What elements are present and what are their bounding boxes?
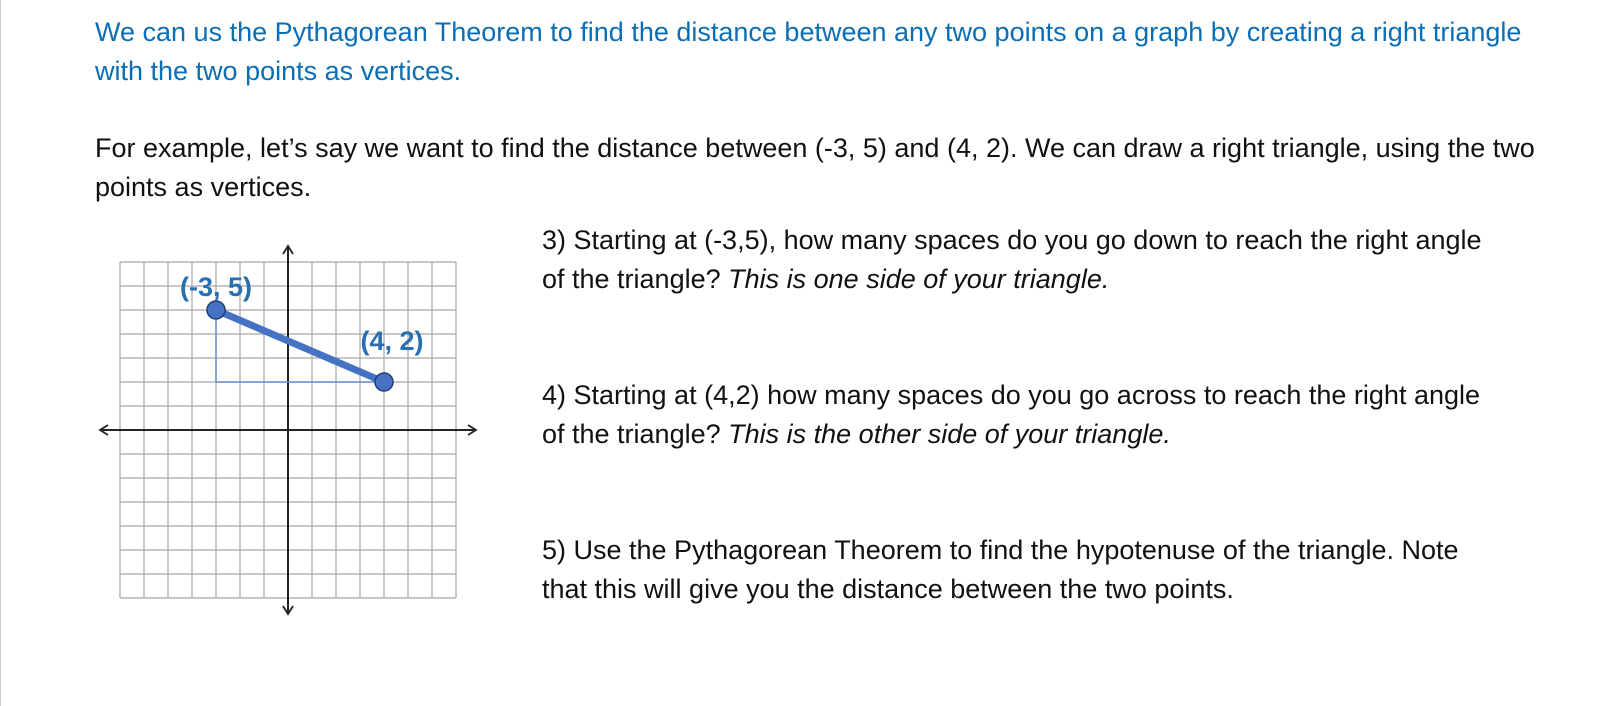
point-label: (-3, 5) bbox=[179, 272, 253, 302]
question-3-prompt: 3) Starting at (-3,5), how many spaces do you go down to reach the right angle of the triangle? bbox=[542, 225, 1482, 294]
question-4 bbox=[542, 376, 1502, 454]
point-label: (4, 2) bbox=[360, 326, 424, 356]
coordinate-graph bbox=[92, 240, 502, 630]
point-marker bbox=[207, 301, 225, 319]
point-marker bbox=[375, 373, 393, 391]
question-4-hint: This is the other side of your triangle. bbox=[728, 419, 1171, 449]
intro-paragraph: We can us the Pythagorean Theorem to find the distance between any two points on a graph by creating a right triangle with the two points as vertices. bbox=[95, 17, 1522, 86]
question-3-hint: This is one side of your triangle. bbox=[728, 264, 1110, 294]
hypotenuse-line bbox=[216, 310, 384, 382]
example-paragraph: For example, let’s say we want to find the distance between (-3, 5) and (4, 2). We can draw a right triangle, using the two points as vertices. bbox=[95, 133, 1535, 202]
question-4-prompt: 4) Starting at (4,2) how many spaces do you go across to reach the right angle of the triangle? bbox=[542, 380, 1481, 449]
question-5-prompt: 5) Use the Pythagorean Theorem to find the hypotenuse of the triangle. Note that this will give you the distance between the two points. bbox=[542, 535, 1459, 604]
hypotenuse-segment bbox=[216, 310, 384, 382]
question-3 bbox=[542, 221, 1502, 299]
axes bbox=[100, 246, 476, 614]
slide-edge bbox=[0, 0, 1, 706]
question-5 bbox=[542, 531, 1502, 609]
